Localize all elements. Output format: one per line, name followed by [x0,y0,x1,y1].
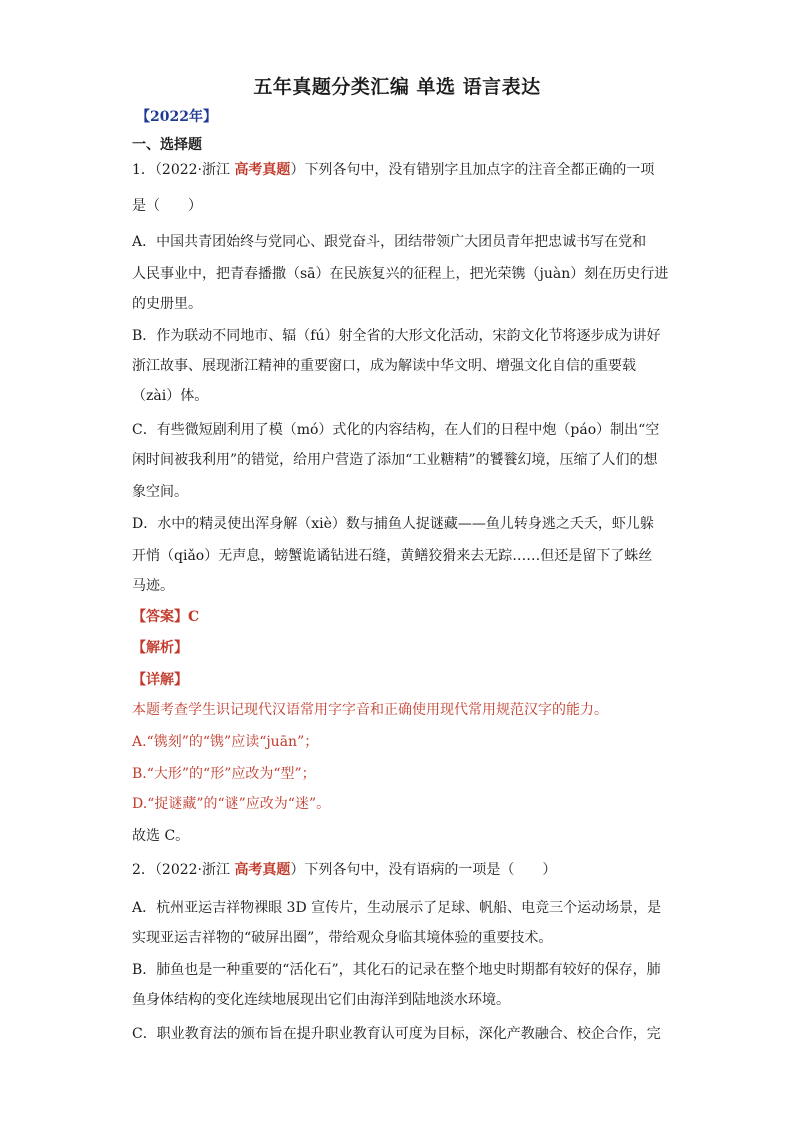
q1-stem-prefix: 1．（2022·浙江 [132,162,235,178]
q1-stem [132,160,662,180]
q1-explanation: 本题考查学生识记现代汉语常用字字音和正确使用现代常用规范汉字的能力。 [132,702,608,718]
q1-option-b-line1: B．作为联动不同地市、辐（fú）射全省的大形文化活动，宋韵文化节将逐步成为讲好 [132,328,661,344]
q1-option-b-line3: （zài）体。 [132,388,209,404]
q1-analysis-label: 【解析】 [132,640,188,656]
page-title: 五年真题分类汇编 单选 语言表达 [253,76,541,98]
q1-explanation-a: A.“镌刻”的“镌”应读“juān”； [132,734,319,750]
q1-option-a-line1: A．中国共青团始终与党同心、跟党奋斗，团结带领广大团员青年把忠诚书写在党和 [132,234,647,250]
q1-conclusion: 故选 C。 [132,828,190,844]
q2-option-a-line1: A．杭州亚运吉祥物裸眼 3D 宣传片，生动展示了足球、帆船、电竞三个运动场景，是 [132,900,662,916]
q2-stem-prefix: 2．（2022·浙江 [132,862,235,878]
q1-option-c-line2: 闲时间被我利用”的错觉，给用户营造了添加“工业糖精”的饕餮幻境，压缩了人们的想 [132,452,658,468]
q1-stem-suffix: ）下列各句中，没有错别字且加点字的注音全都正确的一项 [290,162,655,178]
q1-stem-line2: 是（ ） [132,198,202,214]
q1-option-c-line1: C．有些微短剧利用了模（mó）式化的内容结构，在人们的日程中炮（páo）制出“空 [132,422,660,438]
q1-option-d-line2: 开悄（qiǎo）无声息，螃蟹诡谲钻进石缝，黄鳝狡猾来去无踪……但还是留下了蛛丝 [132,548,653,564]
q2-option-a-line2: 实现亚运吉祥物的“破屏出圈”，带给观众身临其境体验的重要技术。 [132,930,553,946]
q2-stem-suffix: ）下列各句中，没有语病的一项是（ ） [290,862,557,878]
q2-option-c-line1: C．职业教育法的颁布旨在提升职业教育认可度为目标，深化产教融合、校企合作，完 [132,1026,661,1042]
q1-explanation-d: D.“捉谜藏”的“谜”应改为“迷”。 [132,796,331,812]
q1-source-tag: 高考真题 [234,162,291,178]
q1-explanation-b: B.“大形”的“形”应改为“型”； [132,766,316,782]
q2-stem [132,860,662,880]
q1-option-d-line3: 马迹。 [132,578,174,594]
section-heading: 一、选择题 [132,137,202,153]
q1-option-a-line3: 的史册里。 [132,296,202,312]
q2-option-b-line2: 鱼身体结构的变化连续地展现出它们由海洋到陆地淡水环境。 [132,992,510,1008]
q1-answer: 【答案】C [132,609,200,625]
q1-option-a-line2: 人民事业中，把青春播撒（sā）在民族复兴的征程上，把光荣镌（juàn）刻在历史行进 [132,266,669,282]
q1-option-c-line3: 象空间。 [132,484,188,500]
year-tag: 【2022年】 [136,109,217,125]
q2-option-b-line1: B．肺鱼也是一种重要的“活化石”，其化石的记录在整个地史时期都有较好的保存，肺 [132,962,661,978]
q1-option-d-line1: D．水中的精灵使出浑身解（xiè）数与捕鱼人捉谜藏——鱼儿转身逃之夭夭，虾儿躲 [132,516,654,532]
q1-detail-label: 【详解】 [132,672,188,688]
q2-source-tag: 高考真题 [234,862,291,878]
q1-option-b-line2: 浙江故事、展现浙江精神的重要窗口，成为解读中华文明、增强文化自信的重要载 [132,358,636,374]
